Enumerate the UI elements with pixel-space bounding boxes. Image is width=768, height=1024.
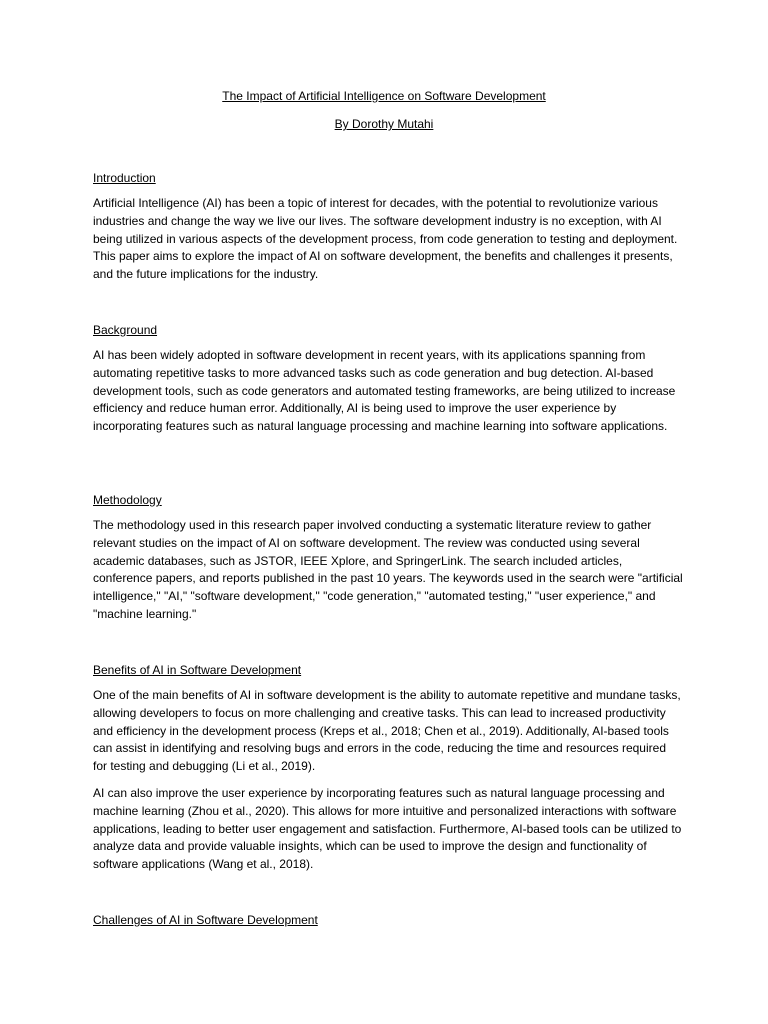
document-author: By Dorothy Mutahi <box>334 117 434 131</box>
section-heading-challenges: Challenges of AI in Software Development <box>93 913 318 927</box>
paragraph-background: AI has been widely adopted in software development in recent years, with its applications spanning from automating repetitive tasks to more advanced tasks such as code generation and bug detection. AI-based development tools, such as code generators and automated testing frameworks, are being utilized to increase efficiency and reduce human error. Additionally, AI is being used to improve the user experience by incorporating features such as natural language processing and machine learning into software applications. <box>93 348 676 434</box>
document-title: The Impact of Artificial Intelligence on Software Development <box>222 89 546 103</box>
section-heading-benefits: Benefits of AI in Software Development <box>93 663 302 677</box>
paragraph-introduction: Artificial Intelligence (AI) has been a topic of interest for decades, with the potential to revolutionize various industries and change the way we live our lives. The software development industry is no exception, with AI being utilized in various aspects of the development process, from code generation to testing and deployment. This paper aims to explore the impact of AI on software development, the benefits and challenges it presents, and the future implications for the industry. <box>93 196 678 282</box>
section-heading-introduction: Introduction <box>93 171 156 185</box>
paragraph-methodology: The methodology used in this research paper involved conducting a systematic literature review to gather relevant studies on the impact of AI on software development. The review was conducted using several academic databases, such as JSTOR, IEEE Xplore, and SpringerLink. The search included articles, conference papers, and reports published in the past 10 years. The keywords used in the search were "artificial intelligence," "AI," "software development," "code generation," "automated testing," "user experience," and "machine learning." <box>93 518 683 621</box>
paragraph-benefits-2: AI can also improve the user experience by incorporating features such as natural language processing and machine learning (Zhou et al., 2020). This allows for more intuitive and personalized interactions with software applications, leading to better user engagement and satisfaction. Furthermore, AI-based tools can be utilized to analyze data and provide valuable insights, which can be used to improve the design and functionality of software applications (Wang et al., 2018). <box>93 786 682 872</box>
paragraph-benefits-1: One of the main benefits of AI in software development is the ability to automate repetitive and mundane tasks, allowing developers to focus on more challenging and creative tasks. This can lead to increased productivity and efficiency in the development process (Kreps et al., 2018; Chen et al., 2019). Additionally, AI-based tools can assist in identifying and resolving bugs and errors in the code, reducing the time and resources required for testing and debugging (Li et al., 2019). <box>93 688 681 774</box>
section-heading-methodology: Methodology <box>93 493 162 507</box>
section-heading-background: Background <box>93 323 158 337</box>
